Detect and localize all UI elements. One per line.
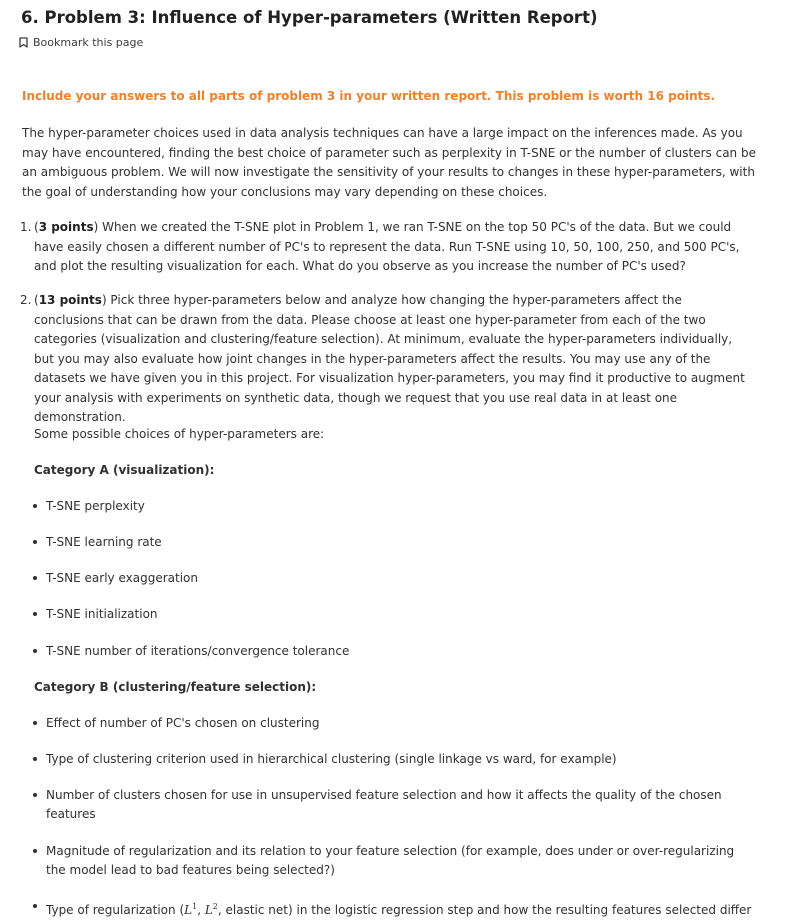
list-item: Number of clusters chosen for use in unsupervised feature selection and how it affects the quality of the chosen features (46, 786, 736, 824)
question-1: 1. (3 points) When we created the T-SNE plot in Problem 1, we ran T-SNE on the top 50 PC's of the data. But we could have easily chosen a different number of PC's to represent the data. Run T-SNE using 10, 50, 100, 250, and 500 PC's, and plot the resulting visualization for each. What do you observe as you increase the number of PC's used? (20, 220, 740, 273)
category-a-title: Category A (visualization): (34, 463, 215, 477)
list-item: Type of regularization ($L^1$, $L^2$, elastic net) in the logistic regression step and how the resulting features selected differ (46, 897, 736, 920)
question-1-number: 1. (20, 220, 32, 234)
list-item: T-SNE early exaggeration (46, 569, 736, 588)
notice-text: Include your answers to all parts of problem 3 in your written report. This problem is worth 16 points. (22, 89, 716, 103)
list-item: T-SNE perplexity (46, 497, 736, 516)
l1-math: $L^1$ (184, 902, 198, 917)
list-item: Effect of number of PC's chosen on clustering (46, 714, 736, 733)
regularization-prefix: Type of regularization ( (46, 903, 185, 917)
regularization-suffix: , elastic net) in the logistic regression step and how the resulting features selected differ (217, 903, 752, 917)
list-item: Magnitude of regularization and its relation to your feature selection (for example, does under or over-regularizing the model lead to bad features being selected?) (46, 842, 736, 880)
list-item: T-SNE number of iterations/convergence tolerance (46, 642, 736, 661)
list-item: T-SNE initialization (46, 605, 736, 624)
page-title: 6. Problem 3: Influence of Hyper-parameters (Written Report) (21, 8, 598, 27)
list-item: Type of clustering criterion used in hierarchical clustering (single linkage vs ward, for example) (46, 750, 736, 769)
l2-math: $L^2$ (204, 902, 218, 917)
question-2: 2. (13 points) Pick three hyper-parameters below and analyze how changing the hyper-parameters affect the conclusions that can be drawn from the data. Please choose at least one hyper-parameter from each of the two categories (visualization and clustering/feature selection). At minimum, evaluate the hyper-parameters individually, but you may also evaluate how joint changes in the hyper-parameters affect the results. You may use any of the datasets we have given you in this project. For visualization hyper-parameters, you may find it productive to augment your analysis with experiments on synthetic data, though we request that you use real data in at least one demonstration. (20, 293, 745, 424)
list-item: T-SNE learning rate (46, 533, 736, 552)
bookmark-icon (19, 37, 28, 48)
bookmark-label: Bookmark this page (33, 36, 144, 49)
question-2-number: 2. (20, 293, 32, 307)
choices-intro: Some possible choices of hyper-parameters are: (34, 427, 325, 441)
question-1-text: ) When we created the T-SNE plot in Problem 1, we ran T-SNE on the top 50 PC's of the data. But we could have easily chosen a different number of PC's to represent the data. Run T-SNE using 10, 50, 100, 250, and 500 PC's, and plot the resulting visualization for each. What do you observe as you increase the number of PC's used? (34, 220, 740, 273)
category-b-title: Category B (clustering/feature selection): (34, 680, 317, 694)
question-1-points: 3 points (38, 220, 94, 234)
bookmark-button[interactable] (19, 36, 143, 49)
question-2-text: ) Pick three hyper-parameters below and analyze how changing the hyper-parameters affect the conclusions that can be drawn from the data. Please choose at least one hyper-parameter from each of the two categories (visualization and clustering/feature selection). At minimum, evaluate the hyper-parameters individually, but you may also evaluate how joint changes in the hyper-parameters affect the results. You may use any of the datasets we have given you in this project. For visualization hyper-parameters, you may find it productive to augment your analysis with experiments on synthetic data, though we request that you use real data in at least one demonstration. (34, 293, 745, 424)
intro-paragraph: The hyper-parameter choices used in data analysis techniques can have a large impact on the inferences made. As you may have encountered, finding the best choice of parameter such as perplexity in T-SNE or the number of clusters can be an ambiguous problem. We will now investigate the sensitivity of your results to changes in these hyper-parameters, with the goal of understanding how your conclusions may vary depending on these choices. (22, 126, 756, 199)
question-2-points: 13 points (38, 293, 102, 307)
